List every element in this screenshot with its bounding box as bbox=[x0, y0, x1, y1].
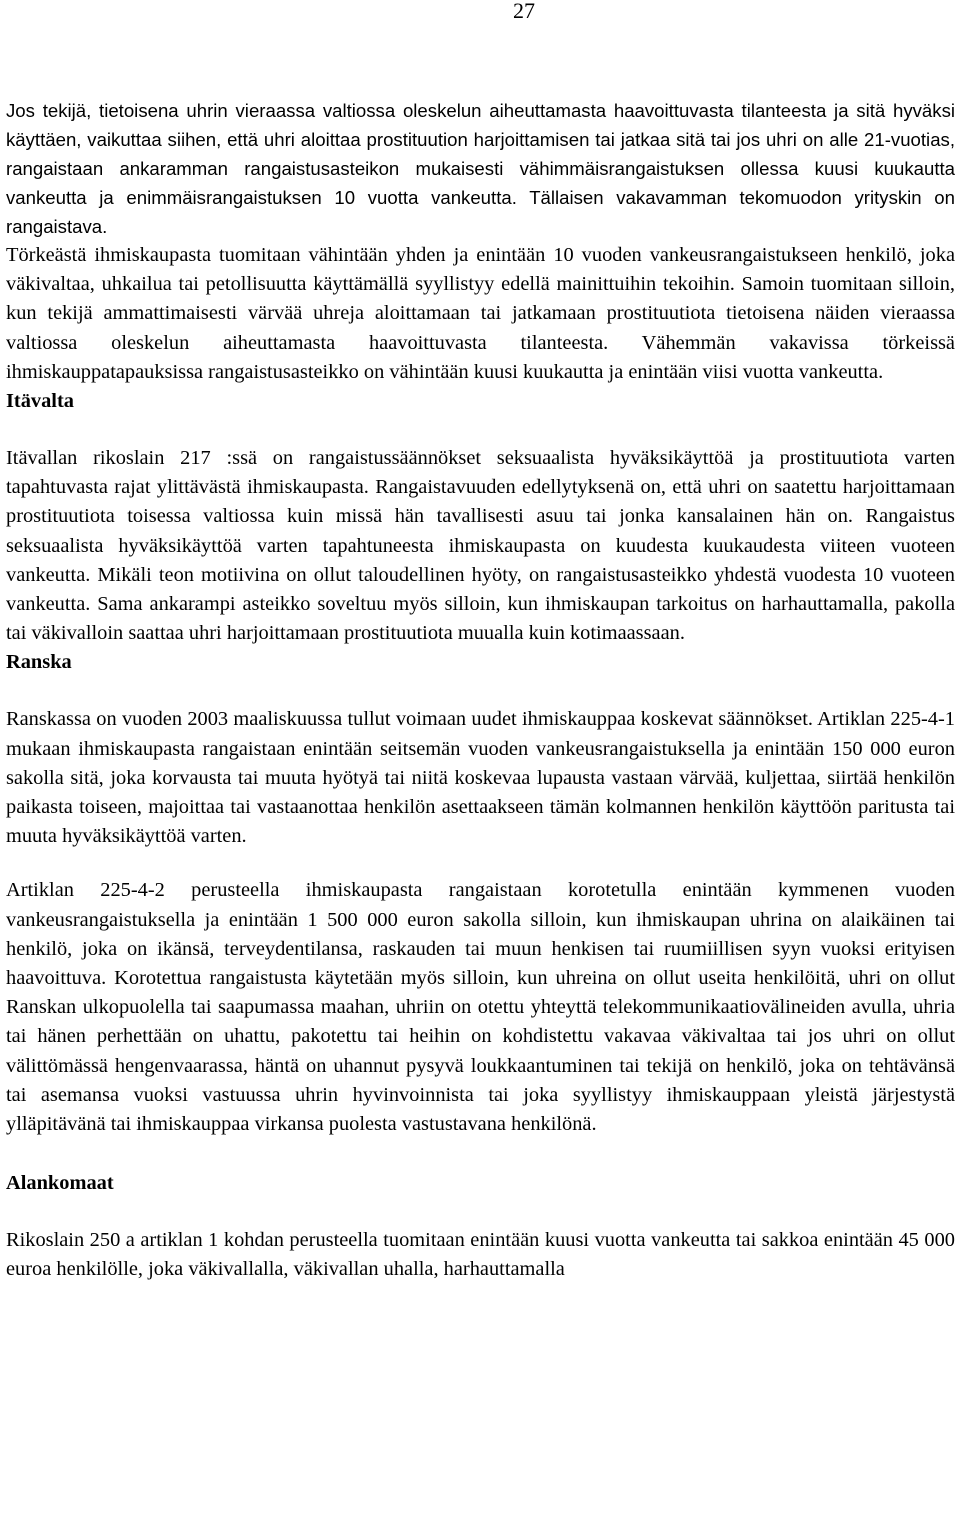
intro-paragraph-1: Jos tekijä, tietoisena uhrin vieraassa valtiossa oleskelun aiheuttamasta haavoittuvasta tilanteesta ja sitä hyväksi käyttäen, vaikuttaa siihen, että uhri aloittaa prostituution harjoittamisen tai jatkaa sitä tai jos uhri on alle 21-vuotias, rangaistaan ankaramman rangaistusasteikon mukaisesti vähimmäisrangaistuksen ollessa kuusi kuukautta vankeutta ja enimmäisrangaistuksen 10 vuotta vankeutta. Tällaisen vakavamman tekomuodon yrityskin on rangaistava. bbox=[6, 100, 955, 237]
france-paragraph-2: Artiklan 225-4-2 perusteella ihmiskaupasta rangaistaan korotetulla enintään kymmenen vuoden vankeusrangaistuksella ja enintään 1 500 000 euron sakolla silloin, kun ihmiskaupan uhrina on alaikäinen tai henkilö, joka on ikänsä, terveydentilansa, raskauden tai muun henkisen tai ruumiillisen syyn vuoksi erityisen haavoittuva. Korotettua rangaistusta käytetään myös silloin, kun uhreina on ollut useita henkilöitä, uhri on ollut Ranskan ulkopuolella tai saapumassa maahan, uhriin on otettu yhteyttä telekommunikaatiovälineiden avulla, uhria tai hänen perhettään on uhattu, pakotettu tai heihin on kohdistettu vakavaa väkivaltaa tai jos uhri on ollut välittömässä hengenvaarassa, häntä on uhannut pysyvä loukkaantuminen tai tekijä on henkilö, joka on tehtävänsä tai asemansa vuoksi vastuussa uhrin hyvinvoinnista tai joka syyllistyy ihmiskauppaan yleistä järjestystä ylläpitävänä tai ihmiskauppaa virkansa puolesta vastustavana henkilönä. bbox=[6, 879, 955, 1136]
section-heading-netherlands: Alankomaat bbox=[6, 1172, 114, 1195]
france-paragraph-1: Ranskassa on vuoden 2003 maaliskuussa tullut voimaan uudet ihmiskauppaa koskevat säännökset. Artiklan 225-4-1 mukaan ihmiskaupasta rangaistaan enintään seitsemän vuoden vankeusrangaistuksella ja enintään 150 000 euron sakolla sitä, joka korvausta tai muuta hyötyä tai niitä koskevaa lupausta vastaan värvää, kuljettaa, siirtää henkilön paikasta toiseen, majoittaa tai vastaanottaa henkilön asettaakseen tämän kolmannen henkilön käyttöön paritusta tai muuta hyväksikäyttöä varten. bbox=[6, 708, 955, 848]
document-body bbox=[6, 96, 955, 1285]
section-heading-france: Ranska bbox=[6, 651, 72, 674]
netherlands-paragraph-1: Rikoslain 250 a artiklan 1 kohdan perusteella tuomitaan enintään kuusi vuotta vankeutta tai sakkoa enintään 45 000 euroa henkilölle, joka väkivallalla, väkivallan uhalla, harhauttamalla bbox=[6, 1229, 955, 1281]
austria-paragraph-1: Itävallan rikoslain 217 :ssä on rangaistussäännökset seksuaalista hyväksikäyttöä ja prostituutiota varten tapahtuvasta rajat ylittävästä ihmiskaupasta. Rangaistavuuden edellytyksenä on, että uhri on saatettu harjoittamaan prostituutiota toisessa valtiossa kuin missä hän tavallisesti asuu tai jonka kansalainen hän on. Rangaistus seksuaalista hyväksikäyttöä varten tapahtuneesta ihmiskaupasta on kuudesta kuukaudesta viiteen vuoteen vankeutta. Mikäli teon motiivina on ollut taloudellinen hyöty, on rangaistusasteikko yhdestä vuodesta 10 vuoteen vankeutta. Sama ankarampi asteikko soveltuu myös silloin, kun ihmiskaupan tarkoitus on harhauttamalla, pakolla tai väkivalloin saattaa uhri harjoittamaan prostituutiota muualla kuin kotimaassaan. bbox=[6, 447, 955, 645]
intro-paragraph-2: Törkeästä ihmiskaupasta tuomitaan vähintään yhden ja enintään 10 vuoden vankeusrangaistukseen henkilö, joka väkivaltaa, uhkailua tai petollisuutta käyttämällä syyllistyy edellä mainittuihin tekoihin. Samoin tuomitaan silloin, kun tekijä ammattimaisesti värvää uhreja aloittamaan tai jatkamaan prostituutiota tietoisena näiden vieraassa valtiossa oleskelun aiheuttamasta haavoittuvasta tilanteesta. Vähemmän vakavissa törkeissä ihmiskauppatapauksissa rangaistusasteikko on vähintään kuusi kuukautta ja enintään viisi vuotta vankeutta. bbox=[6, 244, 955, 383]
section-heading-austria: Itävalta bbox=[6, 390, 74, 413]
page-number: 27 bbox=[513, 0, 535, 23]
